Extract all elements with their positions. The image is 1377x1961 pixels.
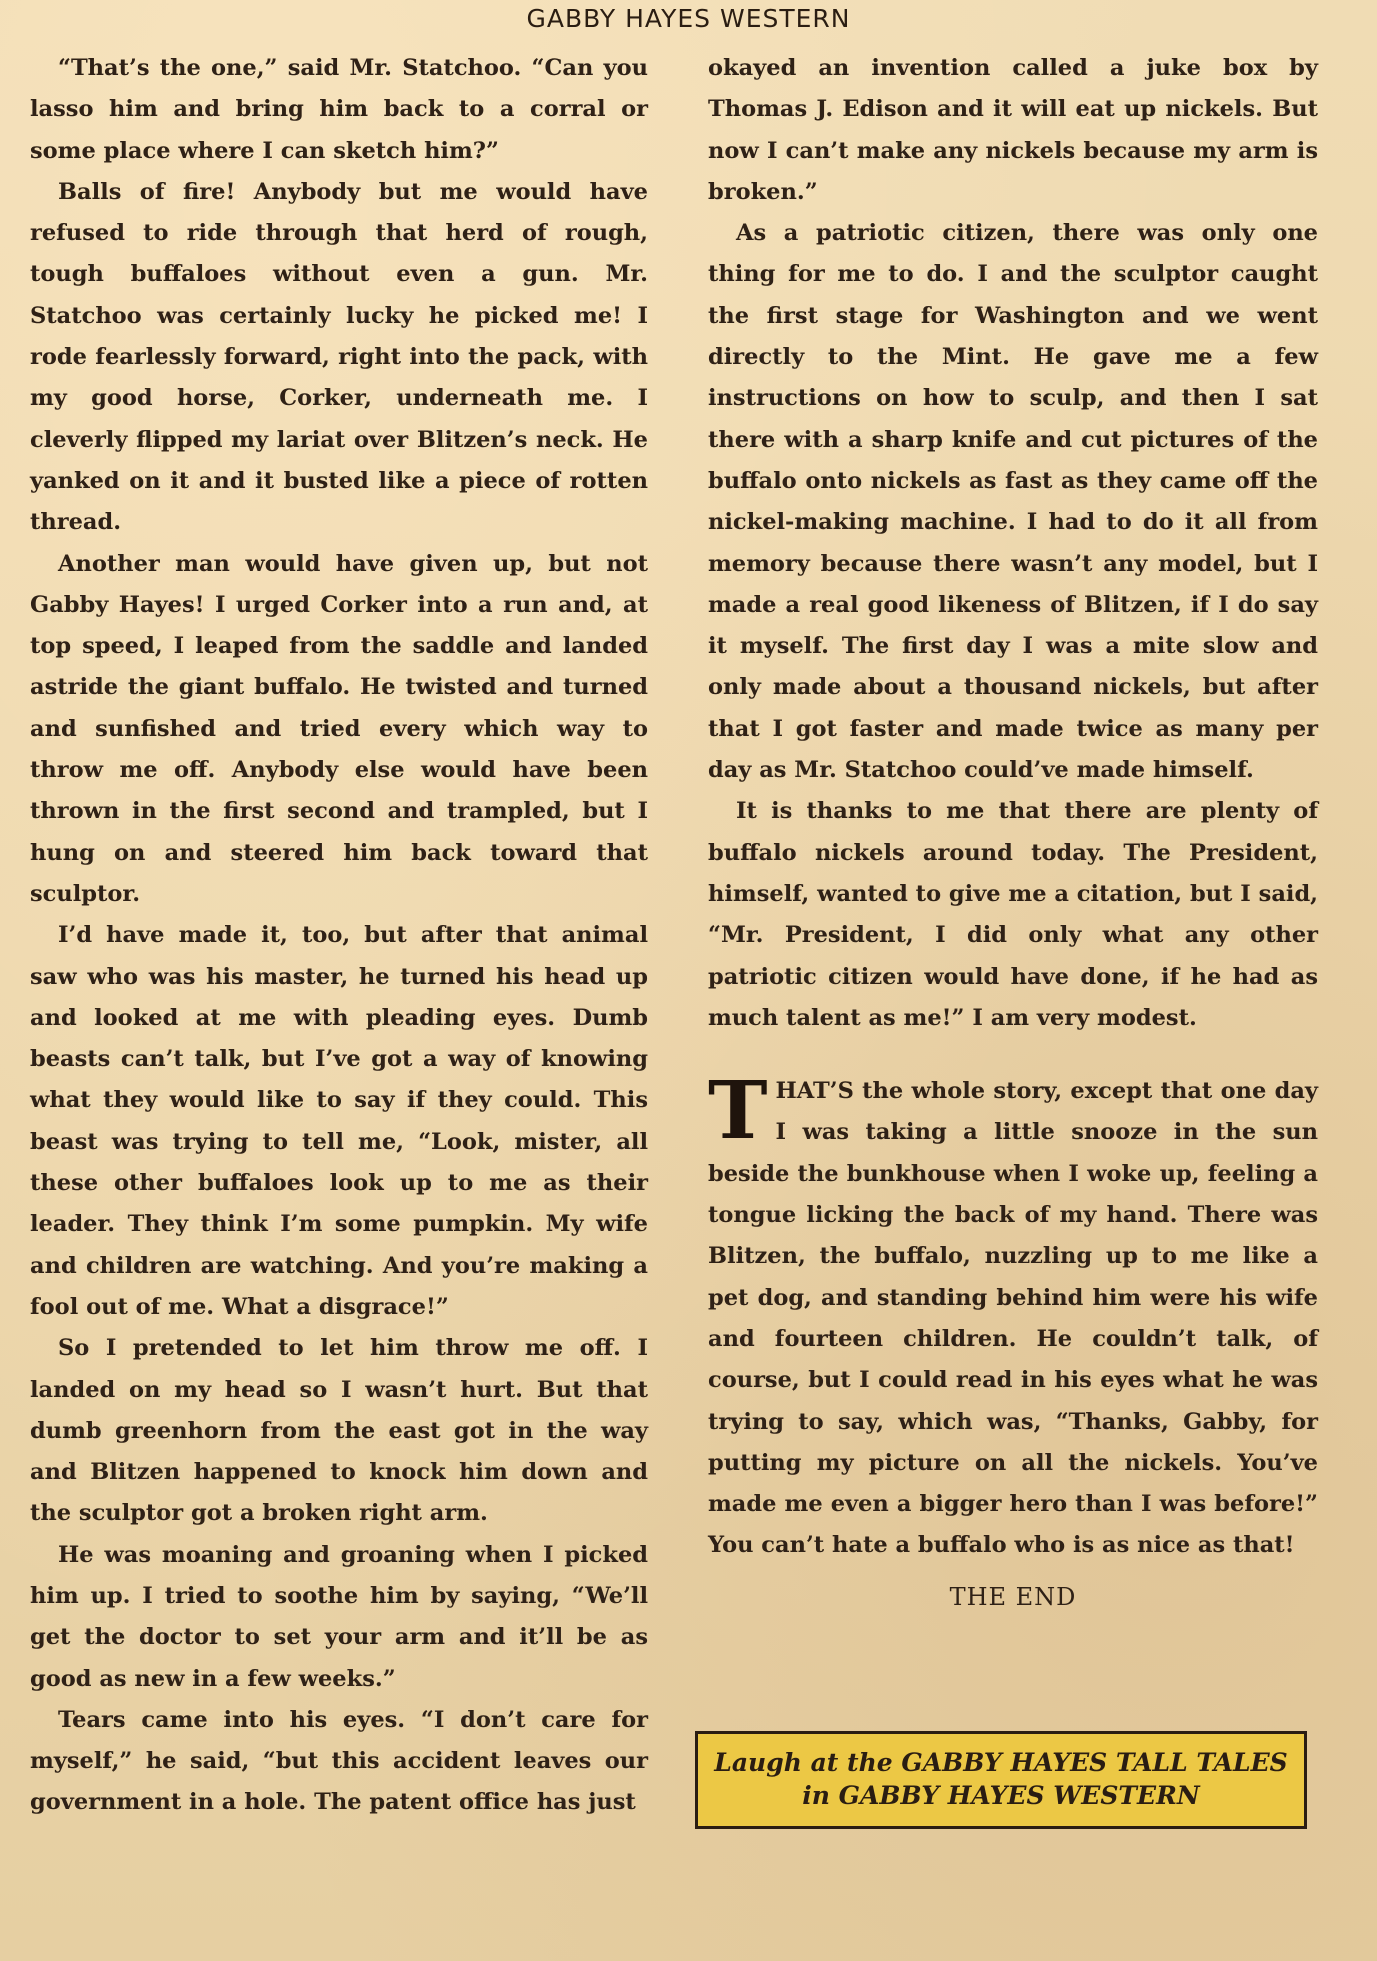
promo-line-2: in GABBY HAYES WESTERN: [802, 1781, 1200, 1810]
left-text-column: [30, 48, 648, 1824]
right-text-column: [708, 48, 1318, 1618]
running-title: GABBY HAYES WESTERN: [526, 4, 851, 33]
section-break: [708, 1039, 1318, 1071]
paragraph-continued: okayed an invention called a juke box by Thomas J. Edison and it will eat up nickels. But now I can’t make any nickels because my arm is broken.”: [708, 55, 1318, 205]
paragraph: He was moaning and groaning when I picked him up. I tried to soothe him by saying, “We’ll get the doctor to set your arm and it’ll be as good as new in a few weeks.”: [30, 1541, 648, 1692]
the-end-label: THE END: [949, 1582, 1077, 1611]
promo-box: [695, 1731, 1307, 1829]
paragraph: As a patriotic citizen, there was only one thing for me to do. I and the sculptor caught the first stage for Washington and we went directly to the Mint. He gave me a few instructions on how to sculp, and then I sat there with a sharp knife and cut pictures of the buffalo onto nickels as fast as they came off the nickel-making machine. I had to do it all from memory because there wasn’t any model, but I made a real good likeness of Blitzen, if I do say it myself. The first day I was a mite slow and only made about a thousand nickels, but after that I got faster and made twice as many per day as Mr. Statchoo could’ve made himself.: [708, 220, 1318, 784]
paragraph: Another man would have given up, but not Gabby Hayes! I urged Corker into a run and, at top speed, I leaped from the saddle and landed astride the giant buffalo. He twisted and turned and sunfished and tried every which way to throw me off. Anybody else would have been thrown in the first second and trampled, but I hung on and steered him back toward that sculptor.: [30, 550, 648, 907]
paragraph: So I pretended to let him throw me off. I landed on my head so I wasn’t hurt. But that dumb greenhorn from the east got in the way and Blitzen happened to knock him down and the sculptor got a broken right arm.: [30, 1335, 648, 1527]
dropcap-paragraph: [708, 1063, 1318, 1567]
paragraph-text: HAT’S the whole story, except that one day I was taking a little snooze in the sun beside the bunkhouse when I woke up, feeling a tongue licking the back of my hand. There was Blitzen, the buffalo, nuzzling up to me like a pet dog, and standing behind him were his wife and fourteen children. He couldn’t talk, of course, but I could read in his eyes what he was trying to say, which was, “Thanks, Gabby, for putting my picture on all the nickels. You’ve made me even a bigger hero than I was before!” You can’t hate a buffalo who is as nice as that!: [708, 1078, 1318, 1559]
drop-cap: T: [708, 1063, 768, 1158]
paragraph: Tears came into his eyes. “I don’t care for myself,” he said, “but this accident leaves our government in a hole. The patent office has just: [30, 1706, 648, 1816]
paragraph: I’d have made it, too, but after that animal saw who was his master, he turned his head up and looked at me with pleading eyes. Dumb beasts can’t talk, but I’ve got a way of knowing what they would like to say if they could. This beast was trying to tell me, “Look, mister, all these other buffaloes look up to me as their leader. They think I’m some pumpkin. My wife and children are watching. And you’re making a fool out of me. What a disgrace!”: [30, 922, 648, 1320]
paragraph: “That’s the one,” said Mr. Statchoo. “Can you lasso him and bring him back to a corral or some place where I can sketch him?”: [30, 55, 648, 164]
paragraph: It is thanks to me that there are plenty of buffalo nickels around today. The President, himself, wanted to give me a citation, but I said, “Mr. President, I did only what any other patriotic citizen would have done, if he had as much talent as me!” I am very modest.: [708, 798, 1319, 1031]
promo-line-1: Laugh at the GABBY HAYES TALL TALES: [714, 1748, 1288, 1777]
paragraph: Balls of fire! Anybody but me would have refused to ride through that herd of rough, tough buffaloes without even a gun. Mr. Statchoo was certainly lucky he picked me! I rode fearlessly forward, right into the pack, with my good horse, Corker, underneath me. I cleverly flipped my lariat over Blitzen’s neck. He yanked on it and it busted like a piece of rotten thread.: [30, 178, 648, 536]
